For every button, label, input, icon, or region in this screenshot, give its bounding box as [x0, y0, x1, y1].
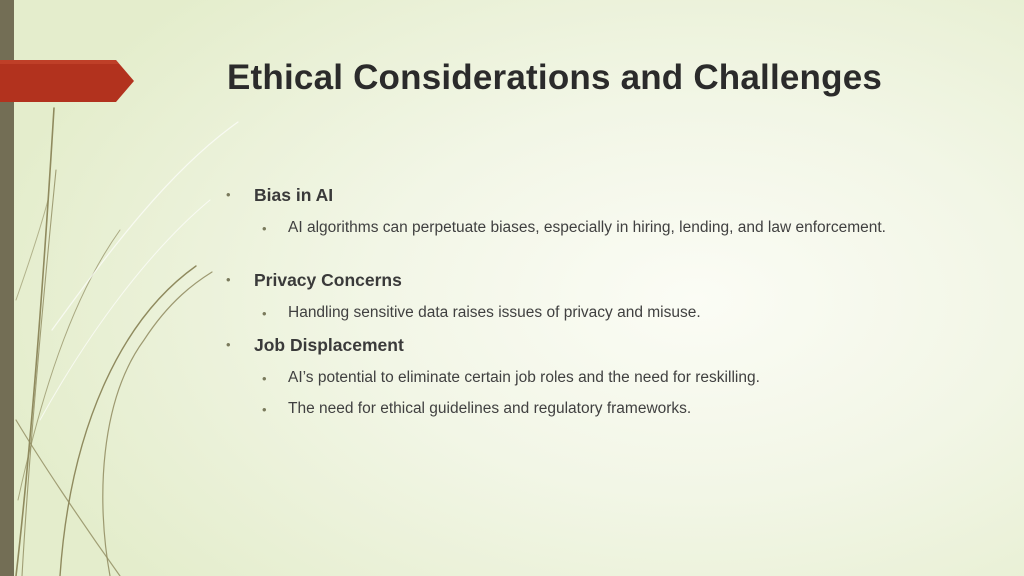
bullet-icon: • — [226, 187, 231, 202]
bullet-icon: • — [262, 221, 267, 236]
sub-bullet-jobs-1: • AI’s potential to eliminate certain job roles and the need for reskilling. — [262, 368, 942, 388]
bullet-icon: • — [262, 402, 267, 417]
bullet-icon: • — [262, 306, 267, 321]
bullet-icon: • — [262, 371, 267, 386]
sub-bullet-jobs-2: • The need for ethical guidelines and regulatory frameworks. — [262, 399, 942, 419]
slide-title: Ethical Considerations and Challenges — [227, 58, 883, 97]
bullet-heading-privacy: • Privacy Concerns — [226, 270, 402, 290]
sub-bullet-privacy-1: • Handling sensitive data raises issues of privacy and misuse. — [262, 303, 942, 323]
sub-bullet-bias-1: • AI algorithms can perpetuate biases, especially in hiring, lending, and law enforcement. — [262, 218, 902, 238]
bullet-icon: • — [226, 272, 231, 287]
bullet-heading-bias: • Bias in AI — [226, 185, 334, 205]
bullet-heading-jobs: • Job Displacement — [226, 335, 404, 355]
bullet-icon: • — [226, 337, 231, 352]
